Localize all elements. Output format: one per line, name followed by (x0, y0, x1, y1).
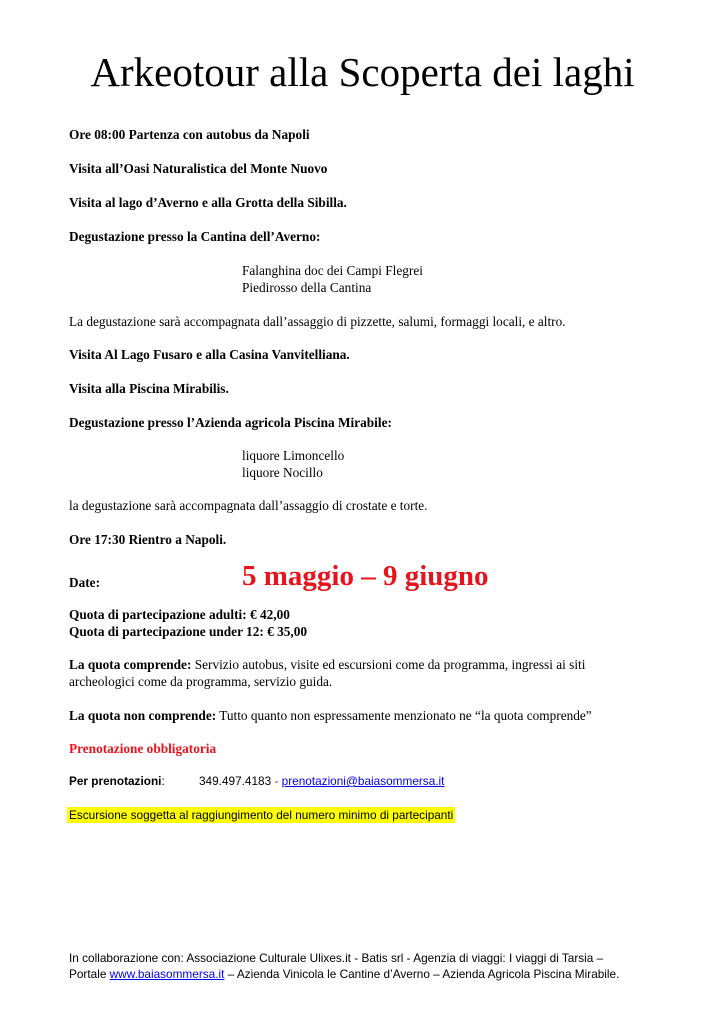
booking-colon: : (161, 774, 165, 788)
includes-text: Servizio autobus, visite ed escursioni come da programma, ingressi ai siti (191, 657, 586, 672)
return-line: Ore 17:30 Rientro a Napoli. (69, 532, 227, 547)
tasting2-title: Degustazione presso l’Azienda agricola Piscina Mirabile: (69, 415, 392, 430)
includes-label: La quota comprende: (69, 657, 192, 672)
visit-piscina-line: Visita alla Piscina Mirabilis. (69, 381, 229, 396)
footer-suffix: – Azienda Vinicola le Cantine d’Averno – Azienda Agricola Piscina Mirabile. (224, 967, 620, 981)
tasting2-item: liquore Limoncello (242, 448, 345, 463)
visit-averno-line: Visita al lago d’Averno e alla Grotta della Sibilla. (69, 195, 347, 210)
departure-line: Ore 08:00 Partenza con autobus da Napoli (69, 127, 310, 142)
excludes-line (69, 707, 592, 724)
tasting1-item: Falanghina doc dei Campi Flegrei (242, 263, 423, 278)
footer-line2 (69, 966, 669, 982)
tasting1-title: Degustazione presso la Cantina dell’Averno: (69, 229, 321, 244)
minimum-participants-notice (69, 807, 455, 823)
includes-text-line2: archeologici come da programma, servizio guida. (69, 674, 333, 689)
price-under12: Quota di partecipazione under 12: € 35,00 (69, 624, 307, 639)
tasting1-note: La degustazione sarà accompagnata dall’assaggio di pizzette, salumi, formaggi locali, e altro. (69, 314, 566, 329)
notice-highlight: Escursione soggetta al raggiungimento del numero minimo di partecipanti (69, 808, 454, 822)
dates-value: 5 maggio – 9 giugno (242, 560, 489, 592)
dates-label: Date: (69, 575, 101, 590)
tasting2-item: liquore Nocillo (242, 465, 323, 480)
footer-prefix: Portale (69, 967, 110, 981)
tasting2-note: la degustazione sarà accompagnata dall’assaggio di crostate e torte. (69, 498, 428, 513)
visit-fusaro-line: Visita Al Lago Fusaro e alla Casina Vanvitelliana. (69, 347, 350, 362)
tasting1-item: Piedirosso della Cantina (242, 280, 372, 295)
booking-separator: - (271, 774, 282, 788)
page-title: Arkeotour alla Scoperta dei laghi (90, 49, 635, 95)
booking-required: Prenotazione obbligatoria (69, 741, 217, 756)
booking-label: Per prenotazioni (69, 774, 162, 788)
footer-line1: In collaborazione con: Associazione Culturale Ulixes.it - Batis srl - Agenzia di viaggi: I viaggi di Tarsia – (69, 951, 604, 965)
price-adults: Quota di partecipazione adulti: € 42,00 (69, 607, 290, 622)
excludes-text: Tutto quanto non espressamente menzionato ne “la quota comprende” (216, 708, 592, 723)
visit-oasi-line: Visita all’Oasi Naturalistica del Monte Nuovo (69, 161, 328, 176)
footer-website-link[interactable]: www.baiasommersa.it (109, 967, 225, 981)
booking-label-wrap (69, 773, 165, 789)
booking-phone: 349.497.4183 (199, 774, 272, 788)
booking-email-link[interactable]: prenotazioni@baiasommersa.it (281, 774, 445, 788)
footer (69, 950, 669, 982)
excludes-label: La quota non comprende: (69, 708, 217, 723)
includes-line (69, 656, 585, 673)
booking-contact (199, 773, 444, 789)
